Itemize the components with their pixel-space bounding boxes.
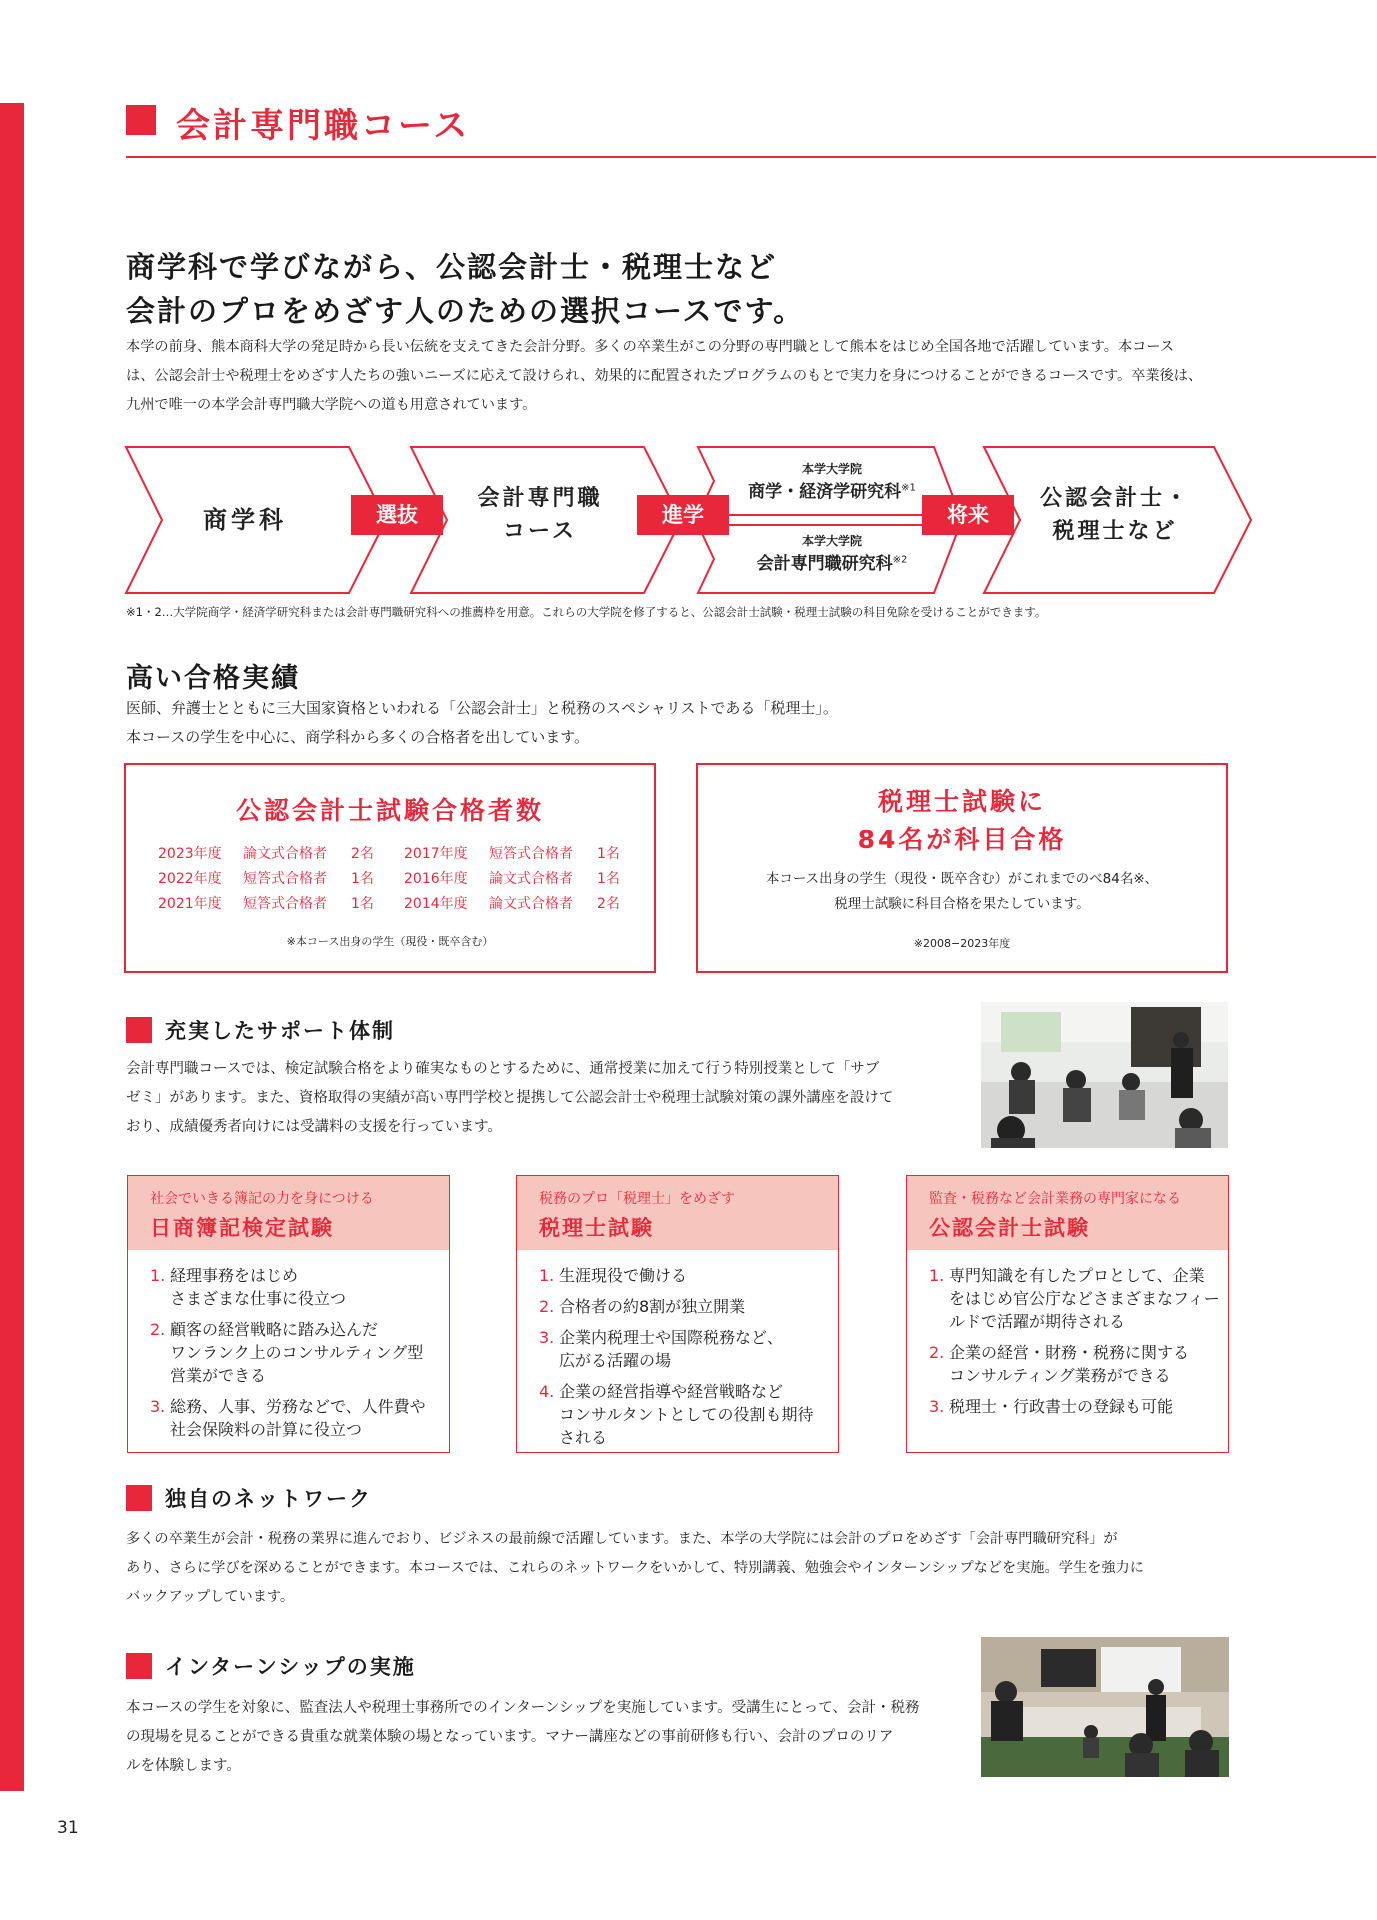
card-header [517, 1176, 838, 1250]
grad1-small-label: 本学大学院 [801, 462, 862, 476]
list-number: 1. [539, 1266, 555, 1285]
intro-paragraph [126, 333, 1236, 420]
title-square-icon [126, 105, 156, 135]
card-subtitle: 税務のプロ「税理士」をめざす [539, 1191, 735, 1207]
list-item [150, 1395, 426, 1441]
list-text: 合格者の約8割が独立開業 [559, 1297, 746, 1316]
list-number: 3. [929, 1397, 945, 1416]
intro-line-2: は、公認会計士や税理士をめざす人たちの強いニーズに応えて設けられ、効果的に配置されたプログラムのもとで実力を身につけることができるコースです。卒業後は、 [126, 368, 1203, 384]
list-number: 2. [539, 1297, 555, 1316]
tax-desc-line-1: 本コース出身の学生（現役・既卒含む）がこれまでのべ84名※、 [765, 871, 1159, 887]
result-count: 1名 [597, 871, 620, 887]
result-type: 短答式合格者 [243, 871, 327, 887]
list-number: 2. [150, 1320, 166, 1339]
network-paragraph [126, 1525, 1144, 1612]
result-row [404, 843, 620, 863]
result-type: 論文式合格者 [243, 846, 327, 862]
card-title: 税理士試験 [539, 1216, 654, 1240]
network-line-3: バックアップしています。 [126, 1589, 295, 1605]
flow-step-2-line-1: 会計専門職 [477, 486, 603, 511]
list-item [150, 1318, 426, 1387]
card-benefit-list [539, 1264, 814, 1457]
list-item [539, 1326, 814, 1372]
result-year: 2016年度 [404, 871, 468, 887]
internship-paragraph [126, 1694, 920, 1781]
grad1-name: 商学・経済学研究科 [748, 482, 902, 502]
card-subtitle: 監査・税務など会計業務の専門家になる [929, 1191, 1181, 1207]
flow-footnote: ※1・2…大学院商学・経済学研究科または会計専門職研究科への推薦枠を用意。これらの大学院を修了すると、公認会計士試験・税理士試験の科目免除を受けることができます。 [126, 605, 1047, 619]
result-type: 論文式合格者 [489, 871, 573, 887]
tax-desc-line-2: 税理士試験に科目合格を果たしています。 [834, 896, 1090, 912]
card-benefit-list [150, 1264, 426, 1449]
intro-line-3: 九州で唯一の本学会計専門職大学院への道も用意されています。 [126, 397, 537, 413]
list-text: 経理事務をはじめ さまざまな仕事に役立つ [170, 1266, 347, 1308]
list-text: 企業の経営・財務・税務に関する コンサルティング業務ができる [949, 1343, 1190, 1385]
section-square-icon [126, 1485, 152, 1511]
result-row [158, 868, 374, 888]
tax-title-line-1: 税理士試験に [877, 787, 1046, 816]
result-year: 2022年度 [158, 871, 222, 887]
lead-line-1: 商学科で学びながら、公認会計士・税理士など [126, 250, 778, 284]
list-text: 企業内税理士や国際税務など、 広がる活躍の場 [559, 1328, 784, 1370]
list-item [929, 1395, 1220, 1418]
list-number: 1. [929, 1266, 945, 1285]
flow-step-2 [440, 482, 640, 548]
support-heading: 充実したサポート体制 [165, 1019, 395, 1043]
card-benefit-list [929, 1264, 1220, 1426]
flow-badge-future: 将来 [922, 495, 1014, 535]
network-heading: 独自のネットワーク [165, 1487, 372, 1511]
result-row [404, 868, 620, 888]
support-line-3: おり、成績優秀者向けには受講料の支援を行っています。 [126, 1119, 502, 1135]
intro-line-1: 本学の前身、熊本商科大学の発足時から長い伝統を支えてきた会計分野。多くの卒業生がこの分野の専門職として熊本をはじめ全国各地で活躍しています。本コース [126, 339, 1175, 355]
result-year: 2014年度 [404, 896, 468, 912]
result-year: 2023年度 [158, 846, 222, 862]
card-header [128, 1176, 449, 1250]
section-square-icon [126, 1653, 152, 1679]
page-title: 会計専門職コース [176, 106, 471, 146]
support-line-1: 会計専門職コースでは、検定試験合格をより確実なものとするために、通常授業に加えて行う特別授業として「サブ [126, 1061, 880, 1077]
lead-line-2: 会計のプロをめざす人のための選択コースです。 [126, 294, 805, 328]
tax-results-note: ※2008−2023年度 [913, 937, 1011, 950]
result-type: 論文式合格者 [489, 896, 573, 912]
list-number: 2. [929, 1343, 945, 1362]
result-type: 短答式合格者 [489, 846, 573, 862]
result-count: 1名 [351, 896, 374, 912]
result-row [158, 893, 374, 913]
list-item [539, 1264, 814, 1287]
list-item [539, 1380, 814, 1449]
title-underline [126, 156, 1376, 158]
flow-step-4-line-2: 税理士など [1052, 519, 1178, 544]
internship-photo [981, 1637, 1229, 1777]
internship-photo-image [981, 1637, 1229, 1777]
page-number: 31 [57, 1818, 79, 1838]
list-text: 生涯現役で働ける [559, 1266, 688, 1285]
grad1-mark: ※1 [901, 482, 916, 494]
support-paragraph [126, 1055, 893, 1142]
list-number: 1. [150, 1266, 166, 1285]
grad2-name: 会計専門職研究科 [756, 554, 893, 574]
list-text: 税理士・行政書士の登録も可能 [949, 1397, 1174, 1416]
card-bookkeeping [127, 1175, 450, 1453]
internship-line-2: の現場を見ることができる貴重な就業体験の場となっています。マナー講座などの事前研修も行い、会計のプロのリア [126, 1729, 894, 1745]
network-line-2: あり、さらに学びを深めることができます。本コースでは、これらのネットワークをいかして、特別講義、勉強会やインターンシップなどを実施。学生を強力に [126, 1560, 1144, 1576]
cpa-results-title: 公認会計士試験合格者数 [235, 796, 544, 825]
card-title: 日商簿記検定試験 [150, 1216, 334, 1240]
flow-grad-school-2 [712, 532, 952, 574]
left-accent-bar [0, 103, 24, 1791]
tax-title-line-2: 84名が科目合格 [857, 825, 1067, 854]
card-header [907, 1176, 1228, 1250]
result-count: 2名 [351, 846, 374, 862]
card-cpa [906, 1175, 1229, 1453]
section-square-icon [126, 1017, 152, 1043]
lead-heading [126, 245, 804, 333]
card-tax-accountant [516, 1175, 839, 1453]
internship-heading: インターンシップの実施 [165, 1655, 416, 1679]
results-desc-line-2: 本コースの学生を中心に、商学科から多くの合格者を出しています。 [126, 728, 590, 746]
cpa-results-note: ※本コース出身の学生（現役・既卒含む） [286, 935, 494, 948]
tax-results-desc [698, 867, 1226, 917]
grad2-small-label: 本学大学院 [801, 534, 862, 548]
flow-badge-select: 選抜 [351, 495, 443, 535]
flow-step-2-line-2: コース [503, 519, 577, 544]
card-subtitle: 社会でいきる簿記の力を身につける [150, 1191, 374, 1207]
flow-badge-advance: 進学 [637, 495, 729, 535]
list-text: 顧客の経営戦略に踏み込んだ ワンランク上のコンサルティング型 営業ができる [170, 1320, 424, 1385]
internship-line-1: 本コースの学生を対象に、監査法人や税理士事務所でのインターンシップを実施しています。受講生にとって、会計・税務 [126, 1700, 920, 1716]
cpa-results-box [124, 763, 656, 973]
classroom-photo-image [981, 1002, 1228, 1148]
list-number: 4. [539, 1382, 555, 1401]
list-number: 3. [539, 1328, 555, 1347]
result-count: 2名 [597, 896, 620, 912]
list-text: 企業の経営指導や経営戦略など コンサルタントとしての役割も期待 される [559, 1382, 814, 1447]
result-count: 1名 [597, 846, 620, 862]
result-year: 2021年度 [158, 896, 222, 912]
list-text: 総務、人事、労務などで、人件費や 社会保険料の計算に役立つ [170, 1397, 426, 1439]
list-item [929, 1341, 1220, 1387]
support-line-2: ゼミ」があります。また、資格取得の実績が高い専門学校と提携して公認会計士や税理士試験対策の課外講座を設けて [126, 1090, 894, 1106]
results-heading: 高い合格実績 [126, 663, 300, 694]
flow-grad-school-1 [712, 460, 952, 502]
internship-line-3: ルを体験します。 [126, 1758, 241, 1774]
results-desc-line-1: 医師、弁護士とともに三大国家資格といわれる「公認会計士」と税務のスペシャリストである「税理士」。 [126, 699, 838, 717]
tax-results-box [696, 763, 1228, 973]
flow-step-4-line-1: 公認会計士・ [1039, 486, 1190, 511]
results-desc [126, 694, 838, 752]
list-item [150, 1264, 426, 1310]
list-number: 3. [150, 1397, 166, 1416]
result-type: 短答式合格者 [243, 896, 327, 912]
flow-step-1: 商学科 [203, 506, 287, 534]
tax-results-title [698, 783, 1226, 859]
result-row [158, 843, 374, 863]
list-item [539, 1295, 814, 1318]
card-title: 公認会計士試験 [929, 1216, 1090, 1240]
grad2-mark: ※2 [892, 554, 908, 566]
network-line-1: 多くの卒業生が会計・税務の業界に進んでおり、ビジネスの最前線で活躍しています。また、本学の大学院には会計のプロをめざす「会計専門職研究科」が [126, 1531, 1118, 1547]
list-item [929, 1264, 1220, 1333]
list-text: 専門知識を有したプロとして、企業 をはじめ官公庁などさまざまなフィー ルドで活躍が期待される [949, 1266, 1220, 1331]
result-count: 1名 [351, 871, 374, 887]
classroom-photo [981, 1002, 1228, 1148]
flow-step-4 [1010, 482, 1220, 548]
result-year: 2017年度 [404, 846, 468, 862]
result-row [404, 893, 620, 913]
